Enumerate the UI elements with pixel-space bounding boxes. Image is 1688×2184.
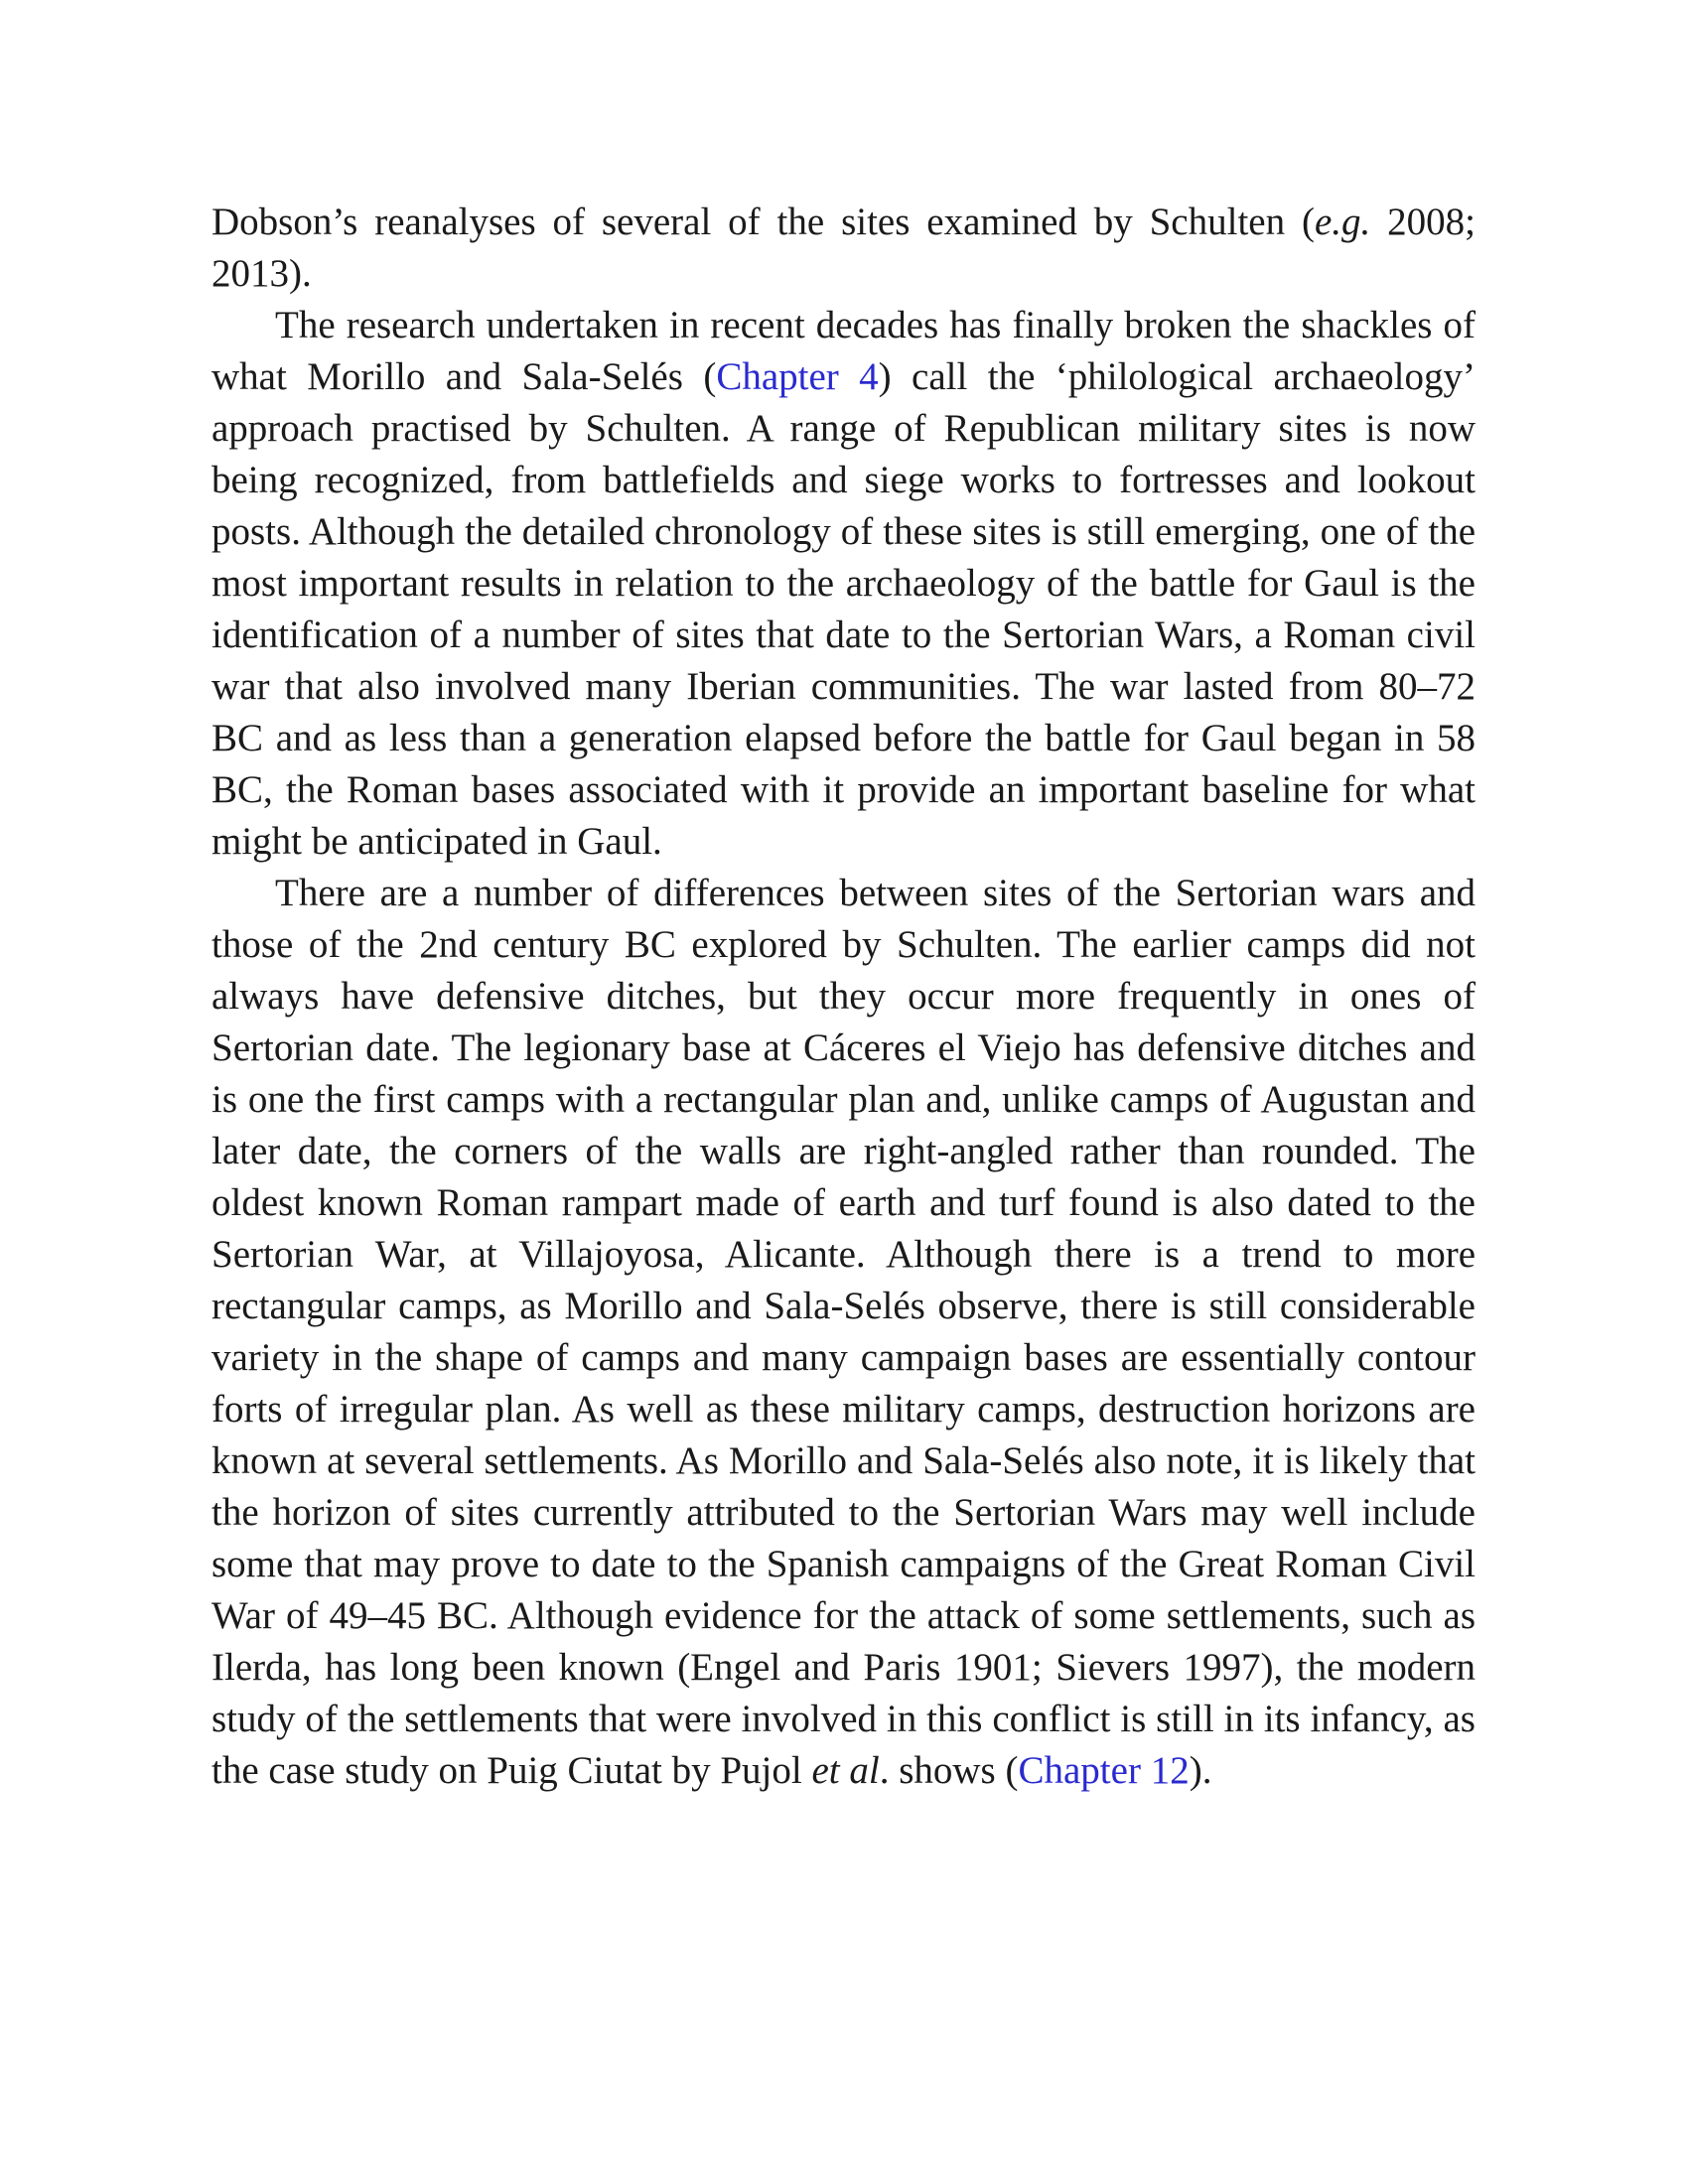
italic-text: e.g. <box>1314 201 1371 243</box>
text-segment: . shows ( <box>879 1749 1019 1792</box>
text-segment: 2008; 2013). <box>211 201 1476 295</box>
chapter-12-link[interactable]: Chapter 12 <box>1018 1749 1190 1792</box>
text-segment: Dobson’s reanalyses of several of the sites examined by Schulten ( <box>211 201 1315 243</box>
paragraph-2 <box>211 300 1476 868</box>
text-segment: There are a number of differences between sites of the Sertorian wars and those of the 2nd century BC explored by Schulten. The earlier camps did not always have defensive ditches, but they occur more frequently in ones of Sertorian date. The legionary base at Cáceres el Viejo has defensive ditches and is one the first camps with a rectangular plan and, unlike camps of Augustan and later date, the corners of the walls are right-angled rather than rounded. The oldest known Roman rampart made of earth and turf found is also dated to the Sertorian War, at Villajoyosa, Alicante. Although there is a trend to more rectangular camps, as Morillo and Sala-Selés observe, there is still considerable variety in the shape of camps and many campaign bases are essentially contour forts of irregular plan. As well as these military camps, destruction horizons are known at several settlements. As Morillo and Sala-Selés also note, it is likely that the horizon of sites currently attributed to the Sertorian Wars may well include some that may prove to date to the Spanish campaigns of the Great Roman Civil War of 49–45 BC. Although evidence for the attack of some settlements, such as Ilerda, has long been known (Engel and Paris 1901; Sievers 1997), the modern study of the settlements that were involved in this conflict is still in its infancy, as the case study on Puig Ciutat by Pujol <box>211 872 1476 1792</box>
italic-text: et al <box>811 1749 880 1792</box>
paragraph-1 <box>211 197 1476 300</box>
document-page <box>211 197 1476 1797</box>
text-segment: ) call the ‘philological archaeology’ approach practised by Schulten. A range of Republican military sites is now being recognized, from battlefields and siege works to fortresses and lookout posts. Although the detailed chronology of these sites is still emerging, one of the most important results in relation to the archaeology of the battle for Gaul is the identification of a number of sites that date to the Sertorian Wars, a Roman civil war that also involved many Iberian communities. The war lasted from 80–72 BC and as less than a generation elapsed before the battle for Gaul began in 58 BC, the Roman bases associated with it provide an important baseline for what might be anticipated in Gaul. <box>211 355 1477 863</box>
text-segment: ). <box>1189 1749 1212 1792</box>
paragraph-3 <box>211 868 1476 1797</box>
chapter-4-link[interactable]: Chapter 4 <box>716 355 879 398</box>
text-segment: The research undertaken in recent decades has finally broken the shackles of what Morillo and Sala-Selés ( <box>211 304 1476 398</box>
